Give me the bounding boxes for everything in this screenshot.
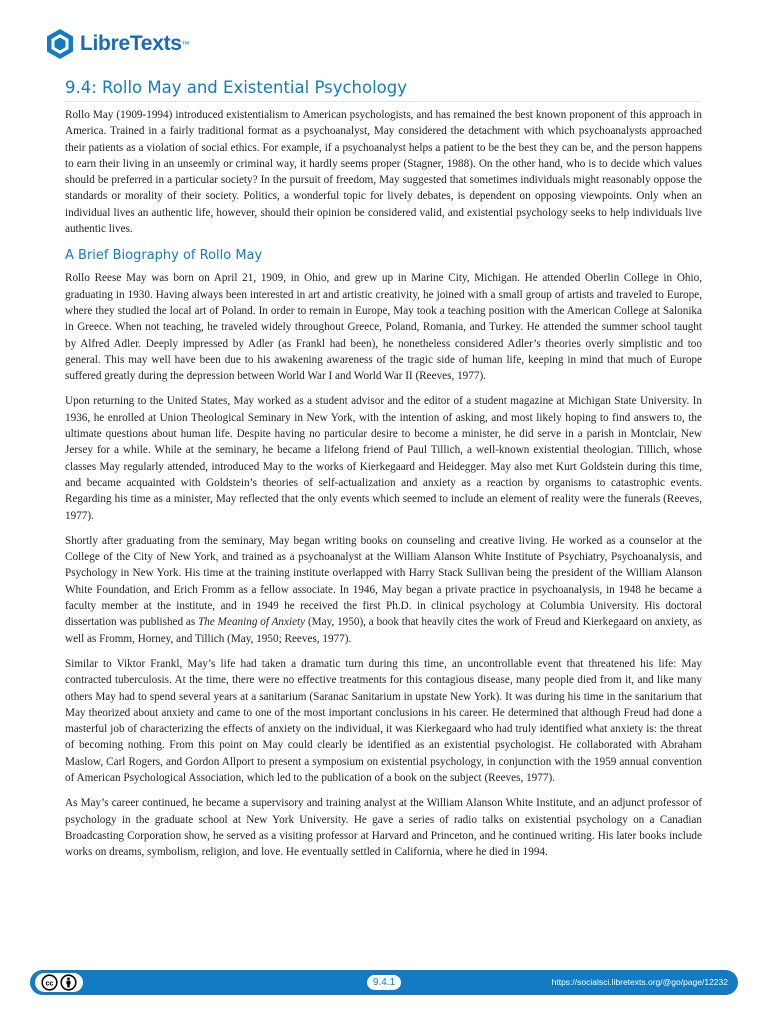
biography-paragraph-4: Similar to Viktor Frankl, May’s life had taken a dramatic turn during this time, an uncontrollable event that threatened his life: May contracted tuberculosis. At the time, there were no effective treatments for this contagious disease, many people died from it, and like many others May had to spend several years at a sanitarium (Saranac Sanitarium in upstate New York). It was during his time in the sanitarium that May theorized about anxiety and came to one of the most important conclusions in his career. He determined that although Freud had done a masterful job of characterizing the effects of anxiety on the individual, it was Kierkegaard who had truly identified what anxiety is: the threat of becoming nothing. From this point on May could clearly be identified as an existential psychologist. He collaborated with Abraham Maslow, Carl Rogers, and Gordon Allport to present a symposium on existential psychology, in conjunction with the 1959 annual convention of American Psychological Association, which led to the publication of a book on the subject (Reeves, 1977).	[65, 657, 702, 784]
biography-paragraph-5: As May’s career continued, he became a supervisory and training analyst at the William Alanson White Institute, and an adjunct professor of psychology in the graduate school at New York University. He gave a series of radio talks on existential psychology on a Canadian Broadcasting Corporation show, he served as a visiting professor at Harvard and Princeton, and he continued writing. His later books include works on dreams, symbolism, religion, and love. He eventually settled in California, where he died in 1994.	[65, 797, 702, 859]
cc-icon	[41, 974, 58, 991]
logo-wordmark[interactable]: LibreTexts	[80, 32, 182, 55]
page-title: 9.4: Rollo May and Existential Psychology	[65, 78, 702, 102]
intro-paragraph: Rollo May (1909-1994) introduced existentialism to American psychologists, and has remained the best known proponent of this approach in America. Trained in a fairly traditional format as a psychoanalyst, May considered the detachment with which psychoanalysts approached their patients as a violation of social ethics. For example, if a psychoanalyst helps a patient to be the best they can be, and the person happens to earn their living in an unseemly or criminal way, it hardly seems proper (Stagner, 1988). On the other hand, who is to decide which values should be preferred in a particular society? In the pursuit of freedom, May suggested that sometimes individuals might reasonably oppose the standards or morality of their society. Politics, a wonderful topic for lively debates, is dependent on opposing viewpoints. Only when an individual lives an authentic life, however, should their opinion be considered valid, and existential psychology seeks to help individuals live authentic lives.	[65, 109, 702, 236]
libretexts-logo-icon[interactable]	[44, 28, 76, 60]
paragraph-3-text-after: (May, 1950), a book that heavily cites the work of Freud and Kierkegaard on anxiety, as well as Fromm, Horney, and Tillich (May, 1950; Reeves, 1977).	[65, 616, 702, 645]
biography-paragraph-1: Rollo Reese May was born on April 21, 1909, in Ohio, and grew up in Marine City, Michigan. He attended Oberlin College in Ohio, graduating in 1930. Having always been interested in art and artistic creativity, he joined with a small group of artists and traveled to Europe, where they studied the local art of Poland. In order to remain in Europe, May took a teaching position with the American College at Salonika in Greece. When not teaching, he traveled widely throughout Greece, Poland, Romania, and Turkey. He attended the summer school taught by Alfred Adler. Deeply impressed by Adler (as Frankl had been), he nonetheless considered Adler’s theories overly simplistic and too general. This may well have been due to his awakening awareness of the tragic side of human life, keeping in mind that much of Europe suffered greatly during the depression between World War I and World War II (Reeves, 1977).	[65, 272, 702, 383]
biography-paragraph-2: Upon returning to the United States, May worked as a student advisor and the editor of a student magazine at Michigan State University. In 1936, he enrolled at Union Theological Seminary in New York, with the intention of asking, and most likely hoping to find answers to, the ultimate questions about human life. Despite having no particular desire to become a minister, he did serve in a parish in Montclair, New Jersey for a while. While at the seminary, he became a lifelong friend of Paul Tillich, a well-known existential theologian. Tillich, whose classes May regularly attended, introduced May to the works of Kierkegaard and Heidegger. May also met Kurt Goldstein during this time, and became acquainted with Goldstein’s theories of self-actualization and anxiety as a reaction by organisms to catastrophic events. Regarding his time as a minister, May reflected that the only events which seemed to include an element of reality were the funerals (Reeves, 1977).	[65, 395, 702, 522]
page-content	[65, 78, 702, 869]
svg-text:cc: cc	[45, 978, 54, 988]
license-badge[interactable]	[35, 973, 83, 992]
trademark-symbol: ™	[181, 39, 190, 49]
page-number: 9.4.1	[367, 975, 401, 990]
section-heading-biography: A Brief Biography of Rollo May	[65, 248, 263, 264]
site-header	[44, 24, 190, 64]
biography-paragraph-3	[65, 533, 702, 647]
book-title-meaning-of-anxiety: The Meaning of Anxiety	[198, 616, 306, 629]
page-footer	[30, 970, 738, 995]
by-icon	[60, 974, 77, 991]
page-url-link[interactable]: https://socialsci.libretexts.org/@go/page/12232	[551, 977, 728, 987]
paragraph-3-text-before: Shortly after graduating from the seminary, May began writing books on counseling and creative living. He worked as a counselor at the College of the City of New York, and trained as a psychoanalyst at the William Alanson White Institute of Psychiatry, Psychoanalysis, and Psychology in New York. His time at the training institute overlapped with Harry Stack Sullivan being the president of the William Alanson White Foundation, and Erich Fromm as a fellow associate. In 1946, May began a private practice in psychoanalysis, in 1948 he became a faculty member at the institute, and in 1949 he received the first Ph.D. in clinical psychology at Columbia University. His doctoral dissertation was published as	[65, 534, 702, 629]
